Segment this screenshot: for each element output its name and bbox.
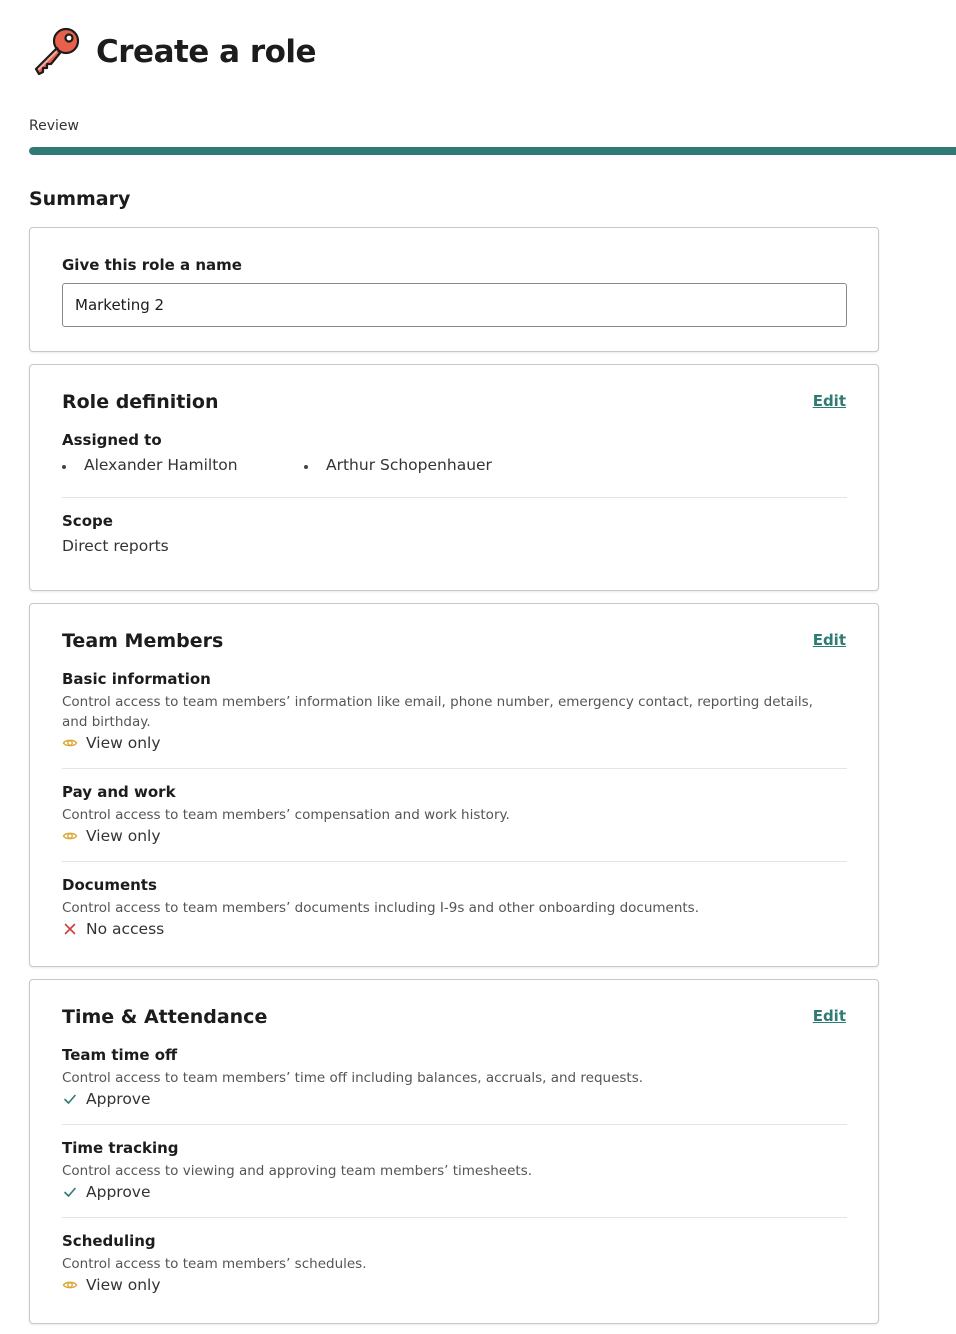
scope-value: Direct reports	[62, 537, 169, 555]
permission-title: Basic information	[62, 670, 211, 688]
permission-value: No access	[62, 920, 164, 938]
progress-fill	[29, 147, 956, 155]
permission-value: View only	[62, 827, 161, 845]
permission-value: Approve	[62, 1183, 151, 1201]
permission-value: Approve	[62, 1090, 151, 1108]
permission-title: Pay and work	[62, 783, 176, 801]
divider	[62, 497, 847, 498]
role-definition-card	[29, 364, 879, 591]
eye-icon	[62, 735, 78, 751]
progress-bar	[29, 147, 956, 155]
divider	[62, 768, 847, 769]
assignee-item: Arthur Schopenhauer	[326, 456, 492, 474]
role-definition-edit-link[interactable]: Edit	[812, 392, 846, 410]
role-name-input[interactable]	[62, 283, 847, 327]
team-members-edit-link[interactable]: Edit	[812, 631, 846, 649]
permission-value: View only	[62, 1276, 161, 1294]
check-icon	[62, 1184, 78, 1200]
summary-heading: Summary	[29, 188, 131, 210]
key-icon	[30, 25, 84, 79]
permission-value: View only	[62, 734, 161, 752]
role-definition-title: Role definition	[62, 391, 219, 413]
permission-title: Time tracking	[62, 1139, 179, 1157]
eye-icon	[62, 1277, 78, 1293]
permission-title: Team time off	[62, 1046, 178, 1064]
bullet-dot-icon	[304, 465, 308, 469]
divider	[62, 861, 847, 862]
eye-icon	[62, 828, 78, 844]
permission-description: Control access to team members’ information like email, phone number, emergency contact, reporting details, and birthday.	[62, 694, 813, 730]
time-attendance-edit-link[interactable]: Edit	[812, 1007, 846, 1025]
bullet-dot-icon	[62, 465, 66, 469]
permission-title: Scheduling	[62, 1232, 156, 1250]
x-icon	[62, 921, 78, 937]
permission-description: Control access to team members’ time off including balances, accruals, and requests.	[62, 1070, 644, 1086]
team-members-title: Team Members	[62, 630, 224, 652]
page-title: Create a role	[96, 34, 317, 70]
permission-description: Control access to team members’ compensation and work history.	[62, 807, 510, 823]
team-members-card	[29, 603, 879, 967]
step-label: Review	[29, 118, 79, 134]
scope-label: Scope	[62, 512, 113, 530]
time-attendance-card	[29, 979, 879, 1324]
check-icon	[62, 1091, 78, 1107]
role-name-card	[29, 227, 879, 352]
permission-description: Control access to team members’ documents including I-9s and other onboarding documents.	[62, 900, 700, 916]
page-header	[30, 24, 316, 80]
role-name-label: Give this role a name	[62, 256, 242, 274]
divider	[62, 1124, 847, 1125]
assigned-to-label: Assigned to	[62, 431, 162, 449]
permission-title: Documents	[62, 876, 157, 894]
assignee-item: Alexander Hamilton	[84, 456, 238, 474]
permission-description: Control access to viewing and approving team members’ timesheets.	[62, 1163, 533, 1179]
permission-description: Control access to team members’ schedules.	[62, 1256, 367, 1272]
divider	[62, 1217, 847, 1218]
time-attendance-title: Time & Attendance	[62, 1006, 268, 1028]
